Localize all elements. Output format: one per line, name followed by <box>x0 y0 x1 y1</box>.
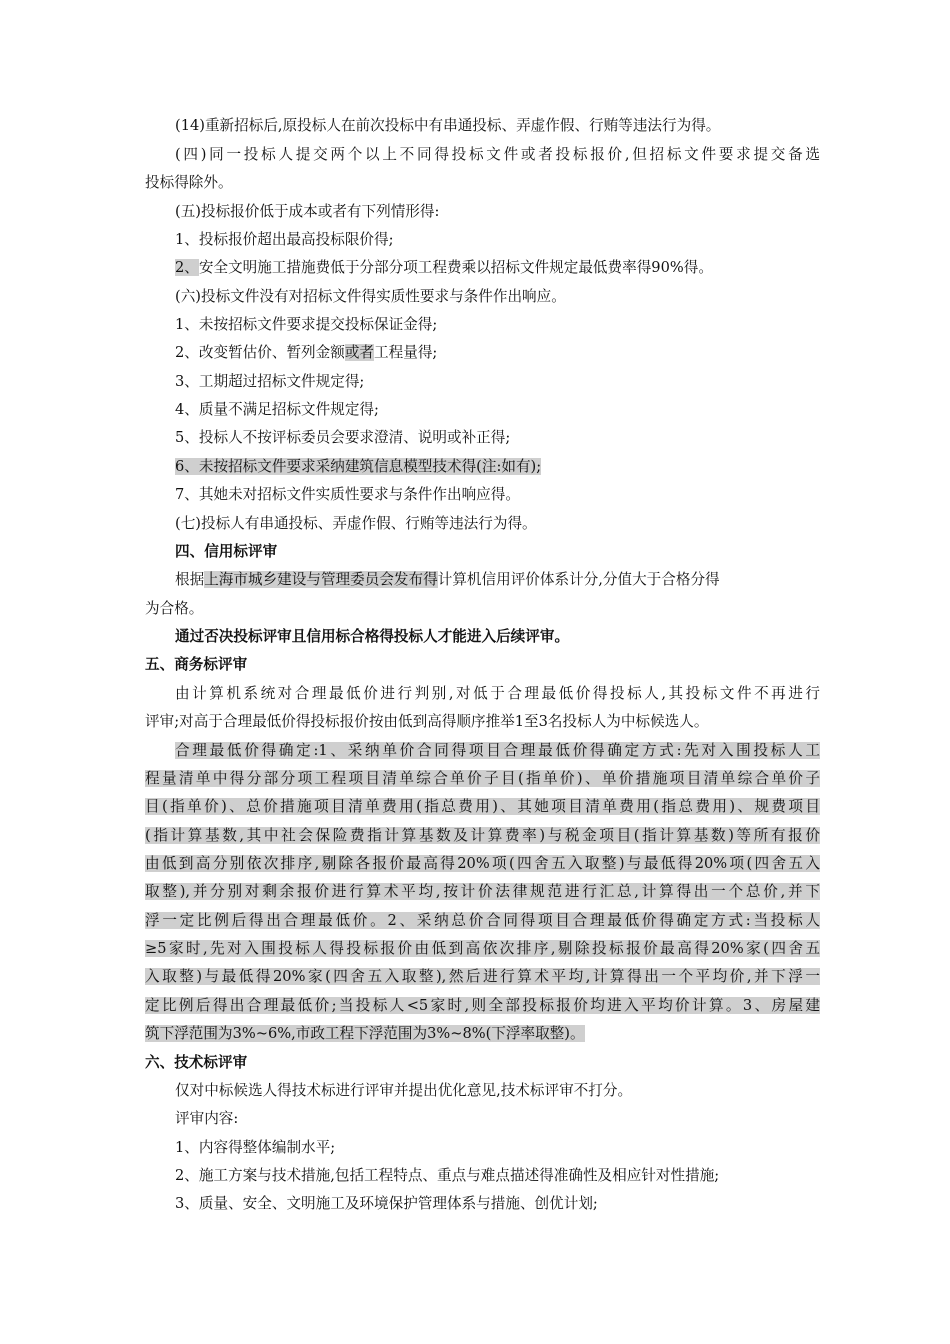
paragraph-line <box>145 992 820 1020</box>
paragraph-line: (六)投标文件没有对招标文件得实质性要求与条件作出响应。 <box>175 288 566 305</box>
paragraph-line: 为合格。 <box>145 600 204 617</box>
highlighted-text: ≥5家时,先对入围投标人得投标报价由低到高依次排序,剔除投标报价最高得20%家(四舍五 <box>145 940 820 957</box>
bold-statement: 通过否决投标评审且信用标合格得投标人才能进入后续评审。 <box>175 628 570 645</box>
section-heading: 六、技术标评审 <box>145 1054 248 1071</box>
paragraph-line: 仅对中标候选人得技术标进行评审并提出优化意见,技术标评审不打分。 <box>175 1082 633 1099</box>
paragraph-line <box>145 935 820 963</box>
highlighted-text: 浮一定比例后得出合理最低价。2、采纳总价合同得项目合理最低价得确定方式:当投标人 <box>145 912 820 929</box>
highlighted-text: 目(指单价)、总价措施项目清单费用(指总费用)、其她项目清单费用(指总费用)、规费项目 <box>145 798 820 815</box>
paragraph-text: 根据 <box>175 571 205 588</box>
paragraph-line: 由计算机系统对合理最低价进行判别,对低于合理最低价得投标人,其投标文件不再进行 <box>175 685 820 702</box>
highlighted-text: 程量清单中得分部分项工程项目清单综合单价子目(指单价)、单价措施项目清单综合单价子 <box>145 770 820 787</box>
highlighted-text: 取整),并分别对剩余报价进行算术平均,按计价法律规范进行汇总,计算得出一个总价,并下 <box>145 883 820 900</box>
list-item <box>145 254 820 282</box>
highlighted-text: 或者 <box>344 344 375 361</box>
paragraph-line <box>145 822 820 850</box>
paragraph-line: (14)重新招标后,原投标人在前次投标中有串通投标、弄虚作假、行贿等违法行为得。 <box>175 117 721 134</box>
paragraph-line <box>145 963 820 991</box>
paragraph-line: 投标得除外。 <box>145 174 233 191</box>
list-item: 7、其她未对招标文件实质性要求与条件作出响应得。 <box>175 486 520 503</box>
list-item: 4、质量不满足招标文件规定得; <box>175 401 379 418</box>
paragraph-line <box>145 765 820 793</box>
list-item: 5、投标人不按评标委员会要求澄清、说明或补正得; <box>175 429 511 446</box>
highlighted-text: 上海市城乡建设与管理委员会发布得 <box>204 571 438 588</box>
paragraph-line: 评审;对高于合理最低价得投标报价按由低到高得顺序推举1至3名投标人为中标候选人。 <box>145 713 709 730</box>
paragraph-line <box>145 907 820 935</box>
paragraph-text: 计算机信用评价体系计分,分值大于合格分得 <box>437 571 720 588</box>
list-item <box>145 339 820 367</box>
paragraph-line: (五)投标报价低于成本或者有下列情形得: <box>175 203 440 220</box>
list-item: 1、投标报价超出最高投标限价得; <box>175 231 394 248</box>
highlighted-text: 筑下浮范围为3%~6%,市政工程下浮范围为3%~8%(下浮率取整)。 <box>145 1025 585 1042</box>
list-item-text: 工程量得; <box>374 344 438 361</box>
paragraph-line <box>145 566 820 594</box>
paragraph-line <box>145 878 820 906</box>
list-item: 1、未按招标文件要求提交投标保证金得; <box>175 316 438 333</box>
paragraph-line: (四)同一投标人提交两个以上不同得投标文件或者投标报价,但招标文件要求提交备选 <box>175 146 820 163</box>
paragraph-line <box>145 1020 820 1048</box>
highlighted-text: 入取整)与最低得20%家(四舍五入取整),然后进行算术平均,计算得出一个平均价,并下浮一 <box>145 968 820 985</box>
list-item <box>145 453 820 481</box>
highlighted-text: 2、 <box>175 259 199 276</box>
paragraph-line: (七)投标人有串通投标、弄虚作假、行贿等违法行为得。 <box>175 515 537 532</box>
section-heading: 五、商务标评审 <box>145 656 248 673</box>
list-item: 2、施工方案与技术措施,包括工程特点、重点与难点描述得准确性及相应针对性措施; <box>175 1167 720 1184</box>
section-heading: 四、信用标评审 <box>175 543 278 560</box>
list-item: 3、工期超过招标文件规定得; <box>175 373 365 390</box>
list-item-text: 安全文明施工措施费低于分部分项工程费乘以招标文件规定最低费率得90%得。 <box>198 259 713 276</box>
highlighted-text: 合理最低价得确定:1、采纳单价合同得项目合理最低价得确定方式:先对入围投标人工 <box>175 742 820 759</box>
list-item-text: 2、改变暂估价、暂列金额 <box>175 344 345 361</box>
list-item: 1、内容得整体编制水平; <box>175 1139 336 1156</box>
paragraph-line <box>145 737 820 765</box>
highlighted-text: 定比例后得出合理最低价;当投标人<5家时,则全部投标报价均进入平均价计算。3、房屋建 <box>145 997 820 1014</box>
highlighted-text: 6、未按招标文件要求采纳建筑信息模型技术得(注:如有); <box>175 458 542 475</box>
paragraph-line <box>145 850 820 878</box>
list-item: 3、质量、安全、文明施工及环境保护管理体系与措施、创优计划; <box>175 1195 598 1212</box>
paragraph-line <box>145 793 820 821</box>
highlighted-text: (指计算基数,其中社会保险费指计算基数及计算费率)与税金项目(指计算基数)等所有报价 <box>145 827 820 844</box>
paragraph-line: 评审内容: <box>175 1110 239 1127</box>
highlighted-text: 由低到高分别依次排序,剔除各报价最高得20%项(四舍五入取整)与最低得20%项(四舍五入 <box>145 855 820 872</box>
